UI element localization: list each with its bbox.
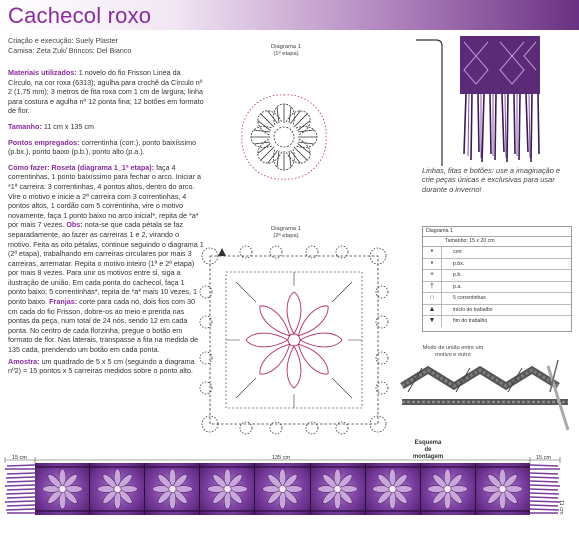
diagram-1-caption-a: Diagrama 1 — [271, 44, 301, 50]
header-bar — [0, 0, 579, 30]
legend-label: corr. — [453, 249, 464, 255]
legend-label: início do trabalho — [453, 306, 493, 313]
size-label: Tamanho: — [8, 121, 42, 131]
legend-symbol-icon: ∩ — [423, 293, 442, 304]
right-fringe — [530, 463, 560, 515]
legend-symbol-icon: • — [423, 247, 442, 258]
how-text: faça 4 correntinhas, 1 ponto baixíssimo para fechar o arco. Iniciar a *1ª carreira: 3 correntinhas, 4 pontos altos, dentro do arco. Vire o motivo e inicie a 2ª carreira com 3 correntinhas, 4 pontos altos, 1 cordão com 5 correntinha, vire o motivo novamente, faça 1 ponto baixo no arco inicial*, repita de *a* por mais 7 vezes. — [8, 162, 201, 230]
how-paragraph — [8, 163, 204, 355]
flower-motif — [90, 463, 145, 515]
materials-label: Materiais utilizados: — [8, 68, 77, 77]
diagram-2-caption-b: (2ª etapa) — [273, 233, 299, 239]
legend-size: Tamanho: 15 x 20 cm — [423, 237, 571, 247]
flower-motif — [145, 463, 200, 515]
legend-title: Diagrama 1 — [423, 227, 571, 237]
legend-symbol-icon: † — [423, 282, 442, 293]
legend-symbol-icon: ▲ — [423, 305, 442, 316]
legend-row — [423, 282, 571, 294]
flower-motif — [35, 463, 90, 515]
measure-left: 15 cm — [12, 455, 27, 461]
scarf-fringe-photo — [416, 36, 576, 166]
legend-symbol-icon: • — [423, 259, 442, 270]
obs-label: Obs: — [66, 220, 83, 230]
credits-line-1: Criação e execução: Suely Plaster — [8, 36, 118, 45]
scarf-assembly-illustration — [5, 463, 560, 515]
credits-line-2: Camisa: Zeta Zuk/ Brincos: Del Bianco — [8, 46, 132, 55]
flower-motif — [421, 463, 476, 515]
legend-symbol-icon: ▼ — [423, 316, 442, 327]
schema-line-1: Esquema — [414, 440, 442, 446]
join-caption-b: motivo e outro — [435, 352, 471, 358]
flower-motif — [255, 463, 310, 515]
start-arrow-icon — [218, 248, 226, 256]
legend-row — [423, 270, 571, 282]
legend-row — [423, 247, 571, 259]
legend-label: p.a. — [453, 283, 462, 290]
stitches-paragraph — [8, 138, 204, 157]
legend-symbol-icon: + — [423, 270, 442, 281]
legend-label: 5 correntinhas — [453, 295, 486, 301]
instructions-text — [8, 68, 204, 382]
sample-paragraph — [8, 357, 204, 376]
schema-line-2: de — [424, 447, 432, 453]
fringes-label: Franjas: — [49, 297, 78, 307]
flower-motif — [200, 463, 255, 515]
measure-height: 11 cm — [558, 500, 564, 515]
hook-icon — [548, 366, 568, 430]
flower-motif — [366, 463, 421, 515]
credits — [8, 36, 208, 56]
size-paragraph — [8, 122, 204, 132]
flower-motif — [311, 463, 366, 515]
join-illustration — [398, 356, 576, 436]
diagram-2-caption — [256, 226, 316, 240]
schema-line-3: montagem — [412, 454, 444, 460]
flower-motif — [476, 463, 530, 515]
legend-row — [423, 293, 571, 305]
legend-label: fim do trabalho — [453, 318, 488, 324]
diagram-1-caption-b: (1ª etapa) — [273, 51, 299, 57]
legend-row — [423, 305, 571, 317]
legend-table — [422, 226, 572, 332]
measure-middle: 135 cm — [272, 455, 291, 461]
legend-label: p.bx. — [453, 260, 465, 267]
materials-text: 1 novelo do fio Frisson Linea da Círculo, na cor roxa (6313); agulha para crochê da Círculo nº 2 (1,75 mm); 3 metros de fita roxa com 1 cm de largura; linha para costura e agulha nº 12 ponta fina; 12 botões em formato de flor. — [8, 68, 204, 116]
diagram-1-caption — [256, 44, 316, 58]
diagram-2-caption-a: Diagrama 1 — [271, 226, 301, 232]
obs-text: nota-se que cada pétala se faz separadamente, ao fazer as carreiras 1 e 2, virando o motivo. Feita as oito pétalas, continue seguindo o diagrama 1 (2ª etapa), trabalhando em carreiras circulares por mais 3 carreiras, arrematar. Repita o motivo inteiro (1ª e 2ª etapa) por mais 8 vezes. Para unir os motivos entre si, siga a ilustração de união. Em cada ponta do cachecol, faça 1 ponto baixo, 5 correntinhas*, repita de *a* mais 10 vezes, 1 ponto baixo. — [8, 220, 204, 307]
sample-label: Amostra: — [8, 356, 40, 366]
how-label: Como fazer: Roseta (diagrama 1_1ª etapa): — [8, 162, 155, 172]
tip-text: Linhas, fitas e botões: use a imaginação e crie peças únicas e exclusivas para usar durante o inverno! — [422, 166, 561, 194]
legend-row — [423, 316, 571, 327]
legend-row — [423, 259, 571, 271]
legend-label: p.b. — [453, 272, 462, 278]
sample-text: um quadrado de 5 x 5 cm (seguindo a diagrama nº2) = 15 pontos x 5 carreiras medidos sobre o ponto alto. — [8, 356, 195, 376]
fringes-text: corte para cada nó, dois fios com 30 cm cada do fio Frisson, dobre-os ao meio e prenda nas pontas da peça, num total de 24 nós, sendo 12 em cada ponta. No centro de cada florzinha, pregue o botão em formato de flor. Nas laterais, transpasse a fita na medida de 135 cada, prendendo um botão em cada ponta. — [8, 297, 199, 355]
stitches-text: correntinha (corr.), ponto baixíssimo (p.bx.), ponto baixo (p.b.), ponto alto (p.a.). — [8, 137, 197, 157]
diagram-1-rosette — [218, 62, 350, 212]
page-title: Cachecol roxo — [8, 3, 152, 28]
scarf-body — [35, 463, 530, 515]
materials-paragraph — [8, 68, 204, 116]
size-text: 11 cm x 135 cm — [43, 121, 95, 131]
left-fringe — [5, 463, 35, 515]
diagram-2-square-motif — [196, 242, 392, 438]
join-caption-a: Modo de união entre um — [422, 345, 484, 351]
stitches-label: Pontos empregados: — [8, 137, 80, 147]
measure-right: 15 cm — [536, 455, 551, 461]
